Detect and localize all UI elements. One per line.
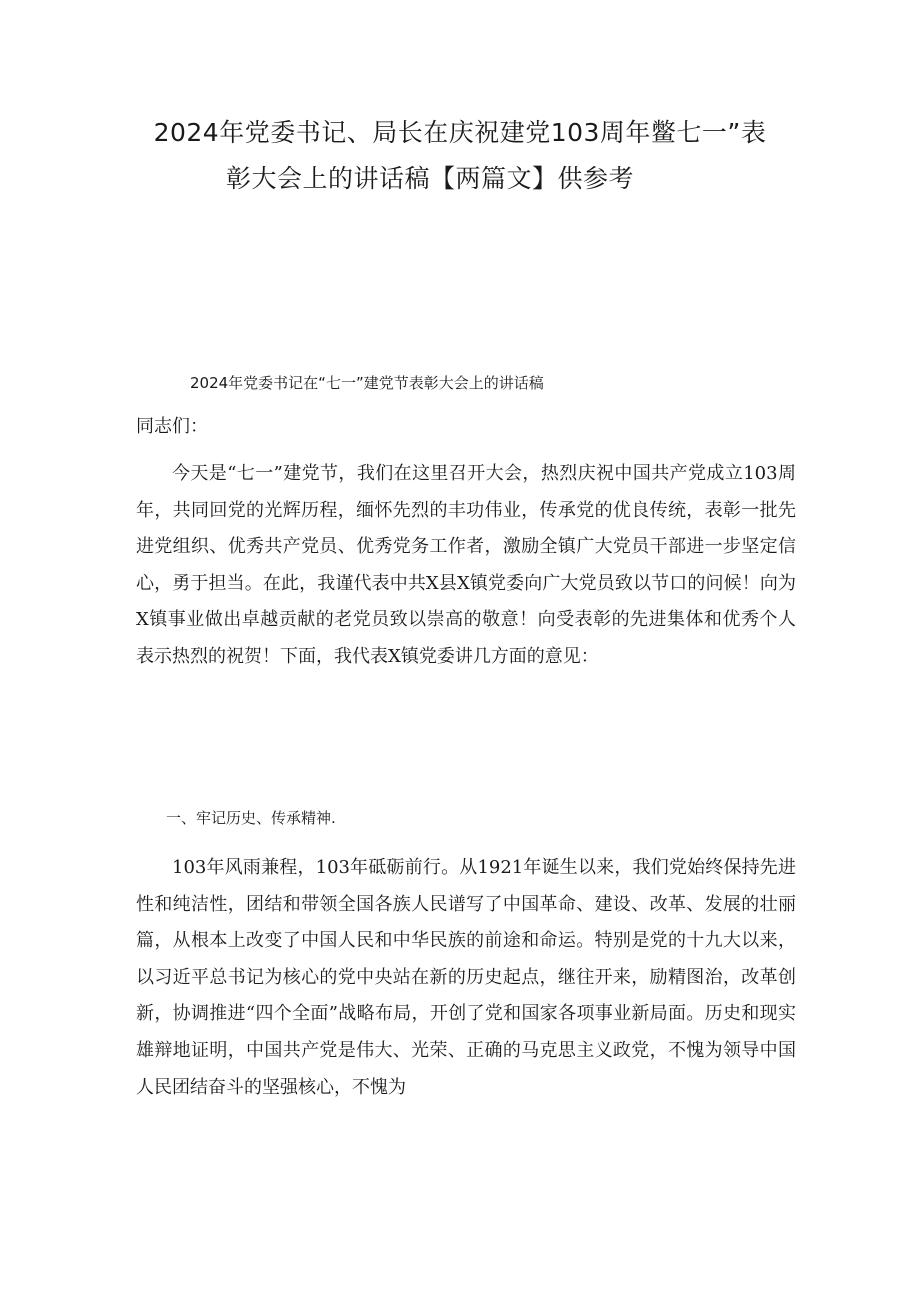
- paragraph-opening: 今天是“七一”建党节，我们在这里召开大会，热烈庆祝中国共产党成立103周年，共同回党的光辉历程，缅怀先烈的丰功伟业，传承党的优良传统，表彰一批先进党组织、优秀共产党员、优秀党务工作者，激励全镇广大党员干部进一步坚定信心，勇于担当。在此，我谨代表中共X县X镇党委向广大党员致以节口的问候！向为X镇事业做出卓越贡献的老党员致以崇高的敬意！向受表彰的先进集体和优秀个人表示热烈的祝贺！下面，我代表X镇党委讲几方面的意见：: [136, 463, 796, 667]
- salutation: 同志们：: [136, 416, 208, 437]
- section-heading-1: 一、牢记历史、传承精神.: [166, 809, 336, 827]
- paragraph-history: 103年风雨兼程，103年砥砺前行。从1921年诞生以来，我们党始终保持先进性和纯洁性，团结和带领全国各族人民谱写了中国革命、建设、改革、发展的壮丽篇，从根本上改变了中国人民和中华民族的前途和命运。特别是党的十九大以来，以习近平总书记为核心的党中央站在新的历史起点，继往开来，励精图治，改革创新，协调推进“四个全面”战略布局，开创了党和国家各项事业新局面。历史和现实雄辩地证明，中国共产党是伟大、光荣、正确的马克思主义政党，不愧为领导中国人民团结奋斗的坚强核心，不愧为: [136, 857, 796, 1098]
- document-title-line-1: 2024年党委书记、局长在庆祝建党103周年鳖七一”表: [153, 118, 767, 147]
- document-title-line-2: 彰大会上的讲话稿【两篇文】供参考: [226, 164, 635, 193]
- speech-heading: 2024年党委书记在“七一”建党节表彰大会上的讲话稿: [190, 374, 544, 392]
- document-title: [120, 110, 800, 202]
